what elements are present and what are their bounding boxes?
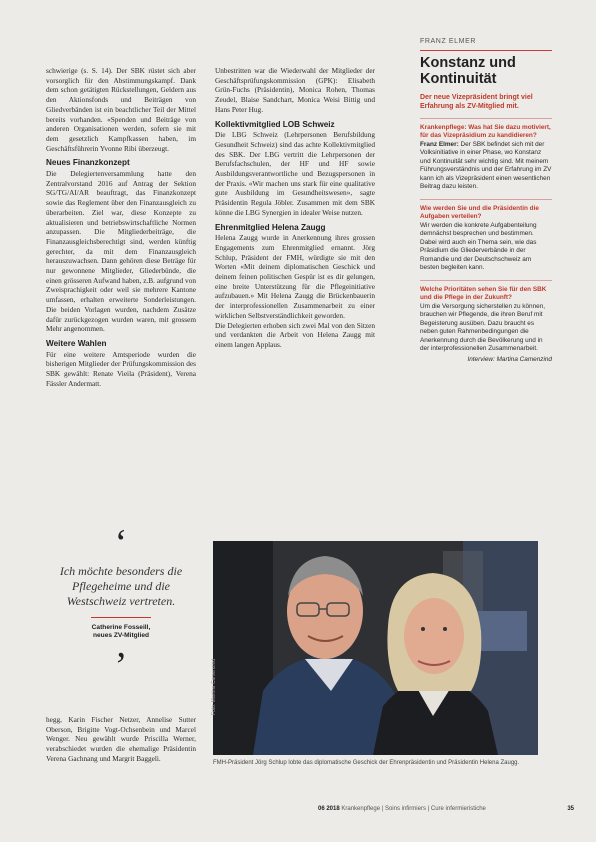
interview-block (420, 199, 552, 273)
pull-quote (46, 522, 196, 687)
photo-caption: FMH-Präsident Jörg Schlup lobte das diplomatische Geschick der Ehrenpräsidentin und Präsidentin Helena Zaugg. (213, 760, 520, 766)
paragraph: Für eine weitere Amtsperiode wurden die bisherigen Mitglieder der Prüfungskommission des SBK gewählt: Renate Vieila (Präsident), Verena Fässler Andermatt. (46, 349, 196, 388)
quote-divider (91, 617, 151, 618)
section-heading: Neues Finanzkonzept (46, 158, 130, 168)
interview-credit: Interview: Martina Camenzind (467, 355, 552, 363)
photo-illustration (213, 541, 538, 755)
interview-answer (420, 141, 552, 192)
photo-credit: Foto: Martina Camenzind (211, 658, 217, 715)
interview-sidebar (420, 38, 552, 364)
interview-answer: Um die Versorgung sicherstellen zu können, brauchen wir Pflegende, die ihren Beruf mit Begeisterung ausüben. Dazu braucht es neben guten Rahmenbedingungen die Anerkennung durch die Bevölkerung und in der interprofessionellen Zusammenarbeit. (420, 302, 546, 352)
issue-number: 06 2018 (318, 806, 340, 812)
page-number: 35 (567, 806, 574, 812)
close-quote-mark: ’ (114, 644, 128, 687)
sidebar-title: Konstanz und Kontinuität (420, 54, 516, 87)
paragraph: Die Delegierten erhoben sich zwei Mal von den Sitzen und verdankten die Arbeit von Helena Zaugg mit einem langen Applaus. (215, 320, 375, 349)
interview-question: Wie werden Sie und die Präsidentin die Aufgaben verteilen? (420, 204, 539, 220)
interview-question: Krankenpflege: Was hat Sie dazu motiviert, für das Vizepräsidium zu kandidieren? (420, 123, 551, 139)
article-column-2 (215, 66, 375, 350)
interviewee-name: Franz Elmer: (420, 140, 459, 148)
paragraph: Die LBG Schweiz (Lehrpersonen Berufsbildung Gesundheit Schweiz) sind das achte Kollektivmitglied des SBK. Der LBG vertritt die Lehrpersonen der Berufsfachschulen, der HF und HF sowie Ausbildungsverantwortliche und Bezugspersonen in der Praxis. «Wir machen uns stark für eine qualitative gute Ausbildung im Gesundheitswesen», sagte Präsidentin Regula Jöbler. Zusammen mit dem SBK könne die LBG Synergien in idealer Weise nutzen. (215, 130, 375, 217)
interview-question: Welche Prioritäten sehen Sie für den SBK und die Pflege in der Zukunft? (420, 285, 547, 301)
section-heading: Weitere Wahlen (46, 338, 107, 348)
paragraph: hegg, Karin Fischer Netzer, Annelise Sutter Oberson, Brigitte Vogt-Ochsenbein und Marcel Wenger. Neu gewählt wurde Priscilla Werner, verabschiedet wurden die ehemalige Präsidentin Verena Gachnang und Margrit Baggeli. (46, 715, 196, 763)
article-column-1-continued (46, 715, 196, 764)
sidebar-lead: Der neue Vizepräsident bringt viel Erfahrung als ZV-Mitglied mit. (420, 93, 533, 110)
quote-author-name: Catherine Fosseill, (91, 624, 151, 631)
publication-name: Krankenpflege | Soins infirmiers | Cure infermieristiche (341, 806, 486, 812)
sidebar-author: FRANZ ELMER (420, 38, 476, 45)
open-quote-mark: ‘ (114, 522, 128, 564)
event-photo (213, 541, 538, 755)
page-footer (318, 806, 574, 812)
paragraph: Die Delegiertenversammlung hatte den Zentralvorstand 2016 auf Antrag der Sektion SG/TG/AI/AR beauftragt, das Finanzkonzept sowie das Reglement über den Finanzausgleich zu überarbeiten. Ziel war, diese Konzepte zu aktualisieren und betriebswirtschaftliche Normen anzupassen. Die Mitgliederbeiträge, die Finanzausgleichsberechtigt sind, werden künftig gerechter, da mit dem Finanzausgleich herauszuwachsen. Dann gehören diese Beträge für nur gewonnene Mitglieder, Gliederbünde, die einen grösseren Aufwand haben, z.B. aufgrund von Zweisprachigkeit oder weil sie mehrere Kantone umfassen, erhalten erweiterte Sonderleistungen. Die beiden Vorlagen wurden, nachdem Zusätze dafür zurückgezogen wurden waren, mit grossem Mehr angenommen. (46, 169, 196, 334)
paragraph: schwierige (s. S. 14). Der SBK rüstet sich aber vorsorglich für den Abstimmungskampf. Dank dem schon getätigten Rückstellungen, Geldern aus den Aktionsfonds und Beiträgen von Gliedverbänden ist ein beachtlicher Teil der Mittel bereits vorhanden. «Spenden und Beiträge von anderen Organisationen werden, sofern sie mit dem gesetzlich Kampfkassen haben, im Geschäftsführerin Yvonne Ribi überzeugt. (46, 66, 196, 153)
article-column-1 (46, 66, 196, 389)
answer-text: Der SBK befindet sich mit der Volksinitiative in einer Phase, wo Konstanz und Kontinuität sehr wichtig sind. Mit meinem Führungsverständnis und der Erfahrung im ZV kann ich als Vizepräsident einen wesentlichen Beitrag dazu leisten. (420, 140, 552, 190)
quote-author-role: neues ZV-Mitglied (92, 632, 150, 640)
quote-text: Ich möchte besonders die Pflegeheime und die Westschweiz vertreten. (59, 564, 183, 608)
interview-block (420, 118, 552, 192)
interview-answer: Wir werden die konkrete Aufgabenteilung demnächst besprechen und bestimmen. Dabei wird auch ein Thema sein, wie das Präsidium die Gliederverbände in der Romandie und der Deutschschweiz am besten begleiten kann. (420, 221, 537, 271)
section-heading: Kollektivmitglied LOB Schweiz (215, 119, 335, 129)
sidebar-rule (420, 50, 552, 51)
paragraph: Helena Zaugg wurde in Anerkennung ihres grossen Engagements zum Ehrenmitglied ernannt. Jörg Schlup, Präsident der FMH, würdigte sie mit den Worten «Mit deinem diplomatischen Geschick und deinem feinen politischen Gespür ist es dir gelungen, eine breite Unterstützung für die Pflegeinitiative aufzubauen.» Mit Helena Zaugg die Brückenbauerin der interprofessionellen Zusammenarbeit zu einer wirklichen Selbstverständlichkeit geworden. (215, 233, 375, 320)
section-heading: Ehrenmitglied Helena Zaugg (215, 222, 326, 232)
interview-block (420, 280, 552, 365)
paragraph: Unbestritten war die Wiederwahl der Mitglieder der Geschäftsprüfungskommission (GPK): Elisabeth Grün-Fuchs (Präsidentin), Monica Rohen, Thomas Zeudel, Blaise Sandchart, Monica Weisi Bittig und Hans Peter Hug. (215, 66, 375, 114)
